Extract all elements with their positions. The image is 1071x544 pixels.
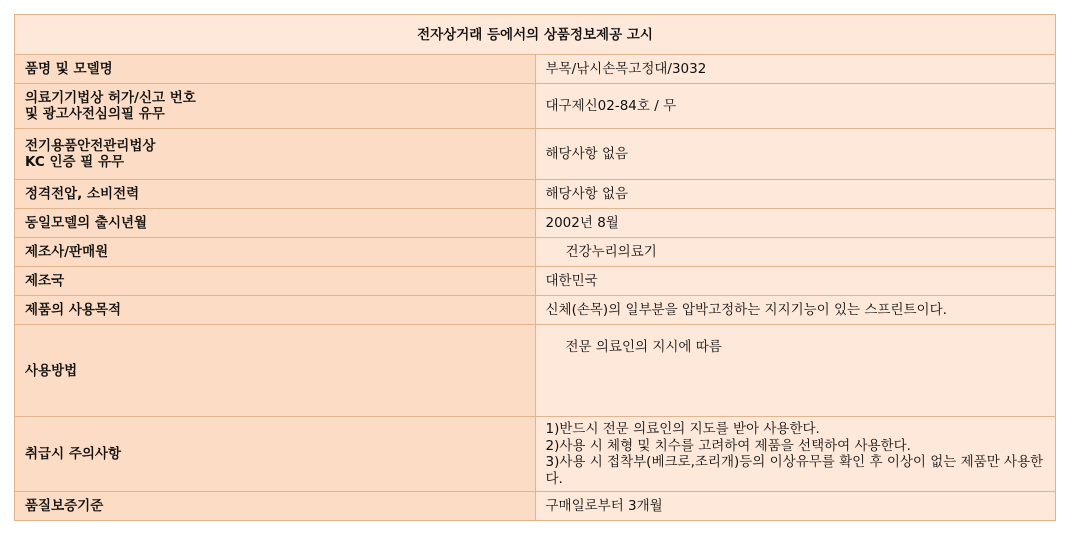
row-label <box>15 180 536 209</box>
row-label-line: 및 광고사전심의필 유무 <box>25 106 165 122</box>
table-row-warranty <box>15 492 1056 521</box>
table-row-cautions <box>15 417 1056 492</box>
row-label <box>15 417 536 492</box>
row-label-line: 의료기기법상 허가/신고 번호 <box>25 90 196 106</box>
row-label-line: 제품의 사용목적 <box>25 302 121 318</box>
row-value: 해당사항 없음 <box>535 129 1056 180</box>
caution-line: 3)사용 시 접착부(베크로,조리개)등의 이상유무를 확인 후 이상이 없는 제품만 사용한다. <box>545 454 1044 487</box>
product-info-notice <box>14 14 1056 521</box>
row-label-line: 전기용품안전관리법상 <box>25 138 156 154</box>
row-value: 해당사항 없음 <box>535 180 1056 209</box>
row-value: 2002년 8월 <box>535 209 1056 238</box>
row-value: 대구제신02-84호 / 무 <box>535 84 1056 129</box>
row-label <box>15 129 536 180</box>
row-label <box>15 492 536 521</box>
table-row-manufacturer <box>15 238 1056 267</box>
row-label <box>15 238 536 267</box>
caution-line: 2)사용 시 체형 및 치수를 고려하여 제품을 선택하여 사용한다. <box>545 437 911 454</box>
row-label <box>15 325 536 417</box>
page-title: 전자상거래 등에서의 상품정보제공 고시 <box>15 15 1056 55</box>
row-label <box>15 267 536 296</box>
caution-line: 1)반드시 전문 의료인의 지도를 받아 사용한다. <box>545 421 820 437</box>
table-row-voltage <box>15 180 1056 209</box>
table-row-usage <box>15 325 1056 417</box>
row-label-line: 제조사/판매원 <box>25 244 109 260</box>
row-label-line: 제조국 <box>25 273 65 289</box>
row-label <box>15 296 536 325</box>
table-row-model-name <box>15 55 1056 84</box>
row-label-line: 취급시 주의사항 <box>25 446 121 462</box>
table-row-release-date <box>15 209 1056 238</box>
row-label-line: KC 인증 필 유무 <box>25 154 125 170</box>
row-label-line: 품질보증기준 <box>25 498 104 514</box>
row-value: 전문 의료인의 지시에 따름 <box>535 325 1056 417</box>
row-label-line: 사용방법 <box>25 362 78 379</box>
row-label-line: 품명 및 모델명 <box>25 61 113 77</box>
table-row-purpose <box>15 296 1056 325</box>
row-value: 구매일로부터 3개월 <box>535 492 1056 521</box>
row-value: 신체(손목)의 일부분을 압박고정하는 지지기능이 있는 스프린트이다. <box>535 296 1056 325</box>
product-info-table <box>14 14 1056 521</box>
row-label <box>15 209 536 238</box>
row-value: 부목/낚시손목고정대/3032 <box>535 55 1056 84</box>
row-value: 건강누리의료기 <box>535 238 1056 267</box>
table-title-row <box>15 15 1056 55</box>
table-row-medical-permit <box>15 84 1056 129</box>
row-label <box>15 55 536 84</box>
row-label-line: 정격전압, 소비전력 <box>25 186 140 202</box>
table-row-country <box>15 267 1056 296</box>
row-label <box>15 84 536 129</box>
row-label-line: 동일모델의 출시년월 <box>25 215 148 231</box>
row-value <box>535 417 1056 492</box>
table-row-kc-cert <box>15 129 1056 180</box>
row-value: 대한민국 <box>535 267 1056 296</box>
